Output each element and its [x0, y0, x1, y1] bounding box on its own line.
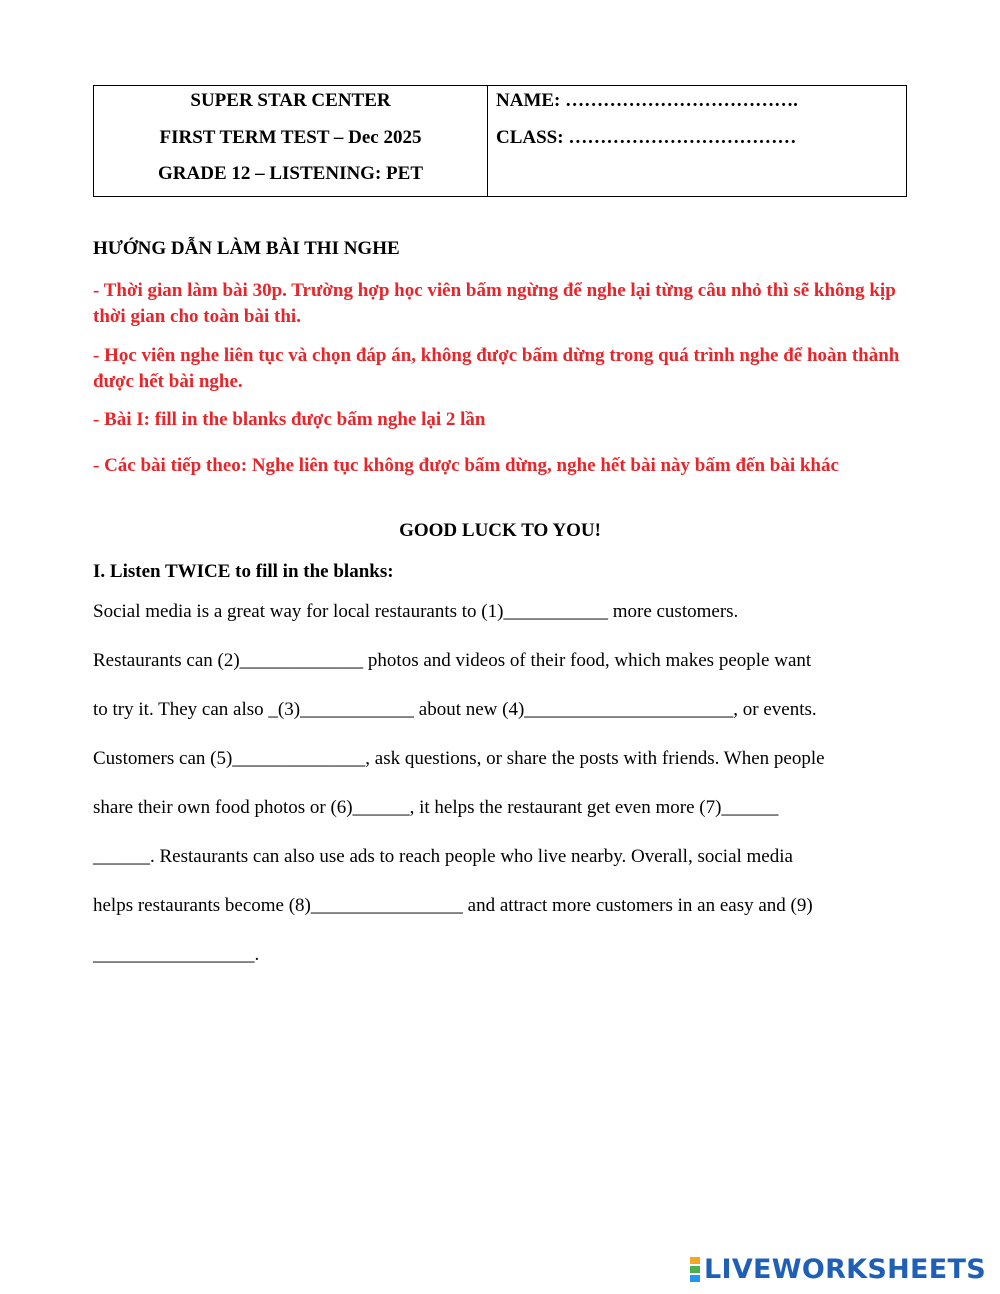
rule-part-one: - Bài I: fill in the blanks được bấm nghe lại 2 lần: [93, 409, 486, 430]
good-luck-heading: GOOD LUCK TO YOU!: [399, 520, 601, 541]
passage-line: _________________.: [93, 944, 260, 965]
test-name: FIRST TERM TEST – Dec 2025: [159, 126, 422, 148]
passage: [93, 600, 907, 992]
passage-line: ______. Restaurants can also use ads to reach people who live nearby. Overall, social media: [93, 846, 793, 867]
rule-continuous: - Học viên nghe liên tục và chọn đáp án, không được bấm dừng trong quá trình nghe để hoàn thành được hết bài nghe.: [93, 345, 900, 392]
liveworksheets-logo-icon: [690, 1256, 700, 1283]
name-field: NAME: ……………………………….: [496, 90, 798, 111]
rule-next-parts: - Các bài tiếp theo: Nghe liên tục không được bấm dừng, nghe hết bài này bấm đến bài khác: [93, 455, 839, 476]
school-name: SUPER STAR CENTER: [190, 90, 391, 111]
passage-line: Restaurants can (2)_____________ photos and videos of their food, which makes people want: [93, 650, 812, 671]
header-school-info: [94, 86, 488, 196]
passage-line: Customers can (5)______________, ask questions, or share the posts with friends. When people: [93, 748, 825, 769]
passage-line: Social media is a great way for local restaurants to (1)___________ more customers.: [93, 601, 739, 622]
guide-title: HƯỚNG DẪN LÀM BÀI THI NGHE: [93, 238, 400, 259]
liveworksheets-brand[interactable]: [690, 1254, 986, 1285]
header-table: [93, 85, 907, 197]
passage-line: to try it. They can also _(3)____________ about new (4)______________________, or events.: [93, 699, 817, 720]
brand-name: LIVEWORKSHEETS: [703, 1254, 986, 1285]
rule-time: - Thời gian làm bài 30p. Trường hợp học viên bấm ngừng để nghe lại từng câu nhỏ thì sẽ không kịp thời gian cho toàn bài thi.: [93, 280, 896, 327]
passage-line: helps restaurants become (8)________________ and attract more customers in an easy and (9): [93, 895, 813, 916]
section-title: I. Listen TWICE to fill in the blanks:: [93, 561, 394, 582]
header-student-info: [488, 86, 906, 196]
passage-line: share their own food photos or (6)______, it helps the restaurant get even more (7)______: [93, 797, 779, 818]
grade-subject: GRADE 12 – LISTENING: PET: [158, 163, 423, 184]
class-field: CLASS: ………………………………: [496, 126, 797, 148]
